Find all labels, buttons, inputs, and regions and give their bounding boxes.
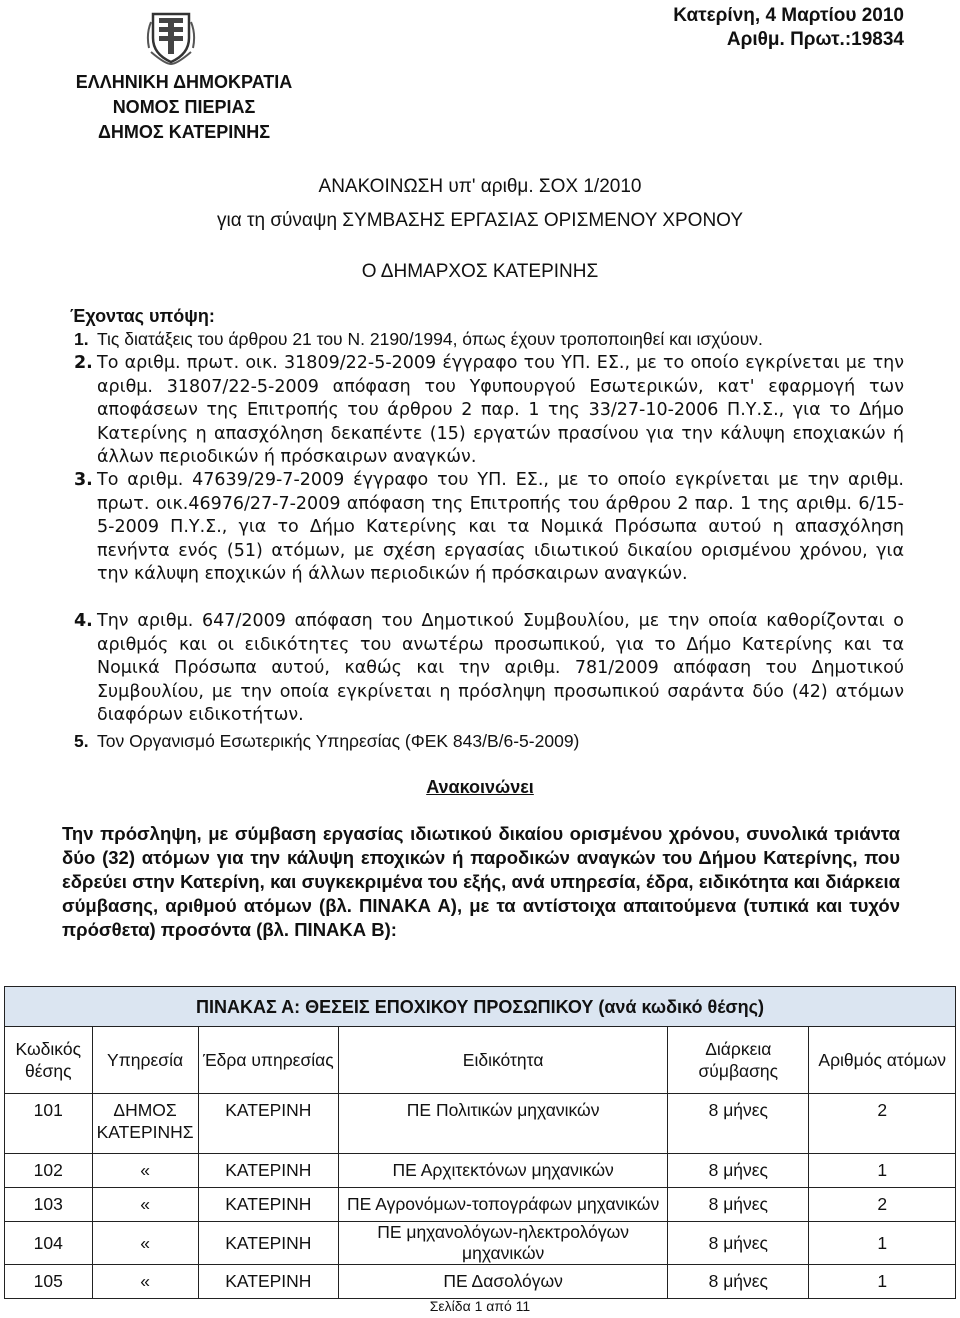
announcement-subtitle: για τη σύναψη ΣΥΜΒΑΣΗΣ ΕΡΓΑΣΙΑΣ ΟΡΙΣΜΕΝΟΥ ΧΡΟΝΟΥ: [216, 210, 744, 231]
list-item: [74, 469, 904, 587]
header-right: [673, 4, 904, 52]
authority-line: ΕΛΛΗΝΙΚΗ ΔΗΜΟΚΡΑΤΙΑ: [75, 72, 293, 92]
column-header: Έδρα υπηρεσίας: [198, 1027, 338, 1094]
table-cell: 103: [5, 1188, 93, 1222]
column-header: Κωδικός θέσης: [5, 1027, 93, 1094]
table-cell: 2: [809, 1094, 956, 1154]
column-header: Υπηρεσία: [92, 1027, 198, 1094]
table-cell: ΔΗΜΟΣ ΚΑΤΕΡΙΝΗΣ: [92, 1094, 198, 1154]
item-number: 3.: [74, 470, 93, 490]
issuing-authority: [70, 70, 298, 145]
table-cell: ΠΕ μηχανολόγων-ηλεκτρολόγων μηχανικών: [339, 1222, 668, 1265]
table-cell: ΠΕ Δασολόγων: [339, 1265, 668, 1299]
announces-heading: Ανακοινώνει: [426, 777, 534, 797]
table-cell: ΚΑΤΕΡΙΝΗ: [198, 1188, 338, 1222]
item-number: 5.: [74, 731, 89, 751]
list-item: [74, 352, 904, 470]
list-item: [74, 610, 904, 728]
page-footer: Σελίδα 1 από 11: [429, 1298, 531, 1314]
greek-coat-of-arms-icon: [145, 8, 197, 66]
table-cell: ΠΕ Αγρονόμων-τοπογράφων μηχανικών: [339, 1188, 668, 1222]
list-item: [74, 328, 904, 352]
column-header: Ειδικότητα: [339, 1027, 668, 1094]
table-cell: ΠΕ Πολιτικών μηχανικών: [339, 1094, 668, 1154]
table-row: [5, 1265, 956, 1299]
table-cell: «: [92, 1154, 198, 1188]
table-row: [5, 1222, 956, 1265]
table-cell: 101: [5, 1094, 93, 1154]
table-cell: 2: [809, 1188, 956, 1222]
table-cell: «: [92, 1265, 198, 1299]
table-cell: «: [92, 1222, 198, 1265]
item-number: 2.: [74, 353, 93, 373]
table-row: [5, 1154, 956, 1188]
main-paragraph: Την πρόσληψη, με σύμβαση εργασίας ιδιωτικού δικαίου ορισμένου χρόνου, συνολικά τριάντα δύο (32) ατόμων για την κάλυψη εποχικών ή παροδικών αναγκών του Δήμου Κατερίνης, που εδρεύει στην Κατερίνη, και συγκεκριμένα του εξής, ανά υπηρεσία, έδρα, ειδικότητα και διάρκεια σύμβασης, αριθμού ατόμων (βλ. ΠΙΝΑΚΑ Α), με τα αντίστοιχα απαιτούμενα (τυπικά και τυχόν πρόσθετα) προσόντα (βλ. ΠΙΝΑΚΑ Β):: [62, 823, 900, 940]
table-cell: 8 μήνες: [668, 1154, 809, 1188]
announcement-title: ΑΝΑΚΟΙΝΩΣΗ υπ' αριθμ. ΣΟΧ 1/2010: [318, 176, 642, 197]
item-text: Το αριθμ. 47639/29-7-2009 έγγραφο του ΥΠ. ΕΣ., με το οποίο εγκρίνεται με την αριθμ. πρωτ. οικ.46976/27-7-2009 απόφαση της Επιτροπής του άρθρου 2 παρ. 1 της αριθμ. 6/15-5-2009 Π.Υ.Σ., για το Δήμο Κατερίνης και τα Νομικά Πρόσωπα αυτού η απασχόληση πενήντα ενός (51) ατόμων, με σχέση εργασίας ιδιωτικού δικαίου ορισμένου χρόνου, για την κάλυψη εποχικών ή άλλων περιοδικών ή πρόσκαιρων αναγκών.: [97, 470, 904, 584]
considering-heading: Έχοντας υπόψη:: [70, 306, 215, 326]
table-cell: «: [92, 1188, 198, 1222]
table-cell: 8 μήνες: [668, 1094, 809, 1154]
item-text: Την αριθμ. 647/2009 απόφαση του Δημοτικού Συμβουλίου, με την οποία καθορίζονται ο αριθμός και οι ειδικότητες του ανωτέρω προσωπικού, για το Δήμο Κατερίνης και τα Νομικά Πρόσωπα αυτού, καθώς και την αριθμ. 781/2009 απόφαση του Δημοτικού Συμβουλίου, με την οποία εγκρίνεται η πρόσληψη προσωπικού σαράντα δύο (42) ατόμων διαφόρων ειδικοτήτων.: [97, 611, 904, 725]
positions-table: [4, 986, 956, 1299]
date-line: Κατερίνη, 4 Μαρτίου 2010: [673, 5, 904, 26]
list-item: [74, 730, 904, 754]
table-cell: 102: [5, 1154, 93, 1188]
authority-line: ΝΟΜΟΣ ΠΙΕΡΙΑΣ: [112, 97, 256, 117]
table-cell: 105: [5, 1265, 93, 1299]
table-cell: 8 μήνες: [668, 1222, 809, 1265]
table-cell: ΚΑΤΕΡΙΝΗ: [198, 1265, 338, 1299]
mayor-heading: Ο ΔΗΜΑΡΧΟΣ ΚΑΤΕΡΙΝΗΣ: [361, 261, 599, 282]
item-text: Το αριθμ. πρωτ. οικ. 31809/22-5-2009 έγγραφο του ΥΠ. ΕΣ., με το οποίο εγκρίνεται με την αριθμ. 31807/22-5-2009 απόφαση του Υφυπουργού Εσωτερικών, κατ' εφαρμογή των αποφάσεων της Επιτροπής του άρθρου 2 παρ. 1 της 33/27-10-2006 Π.Υ.Σ., για το Δήμο Κατερίνης η απασχόληση δεκαπέντε (15) εργατών πρασίνου για την κάλυψη εποχιακών ή άλλων περιοδικών ή πρόσκαιρων αναγκών.: [97, 353, 904, 467]
table-title-row: [5, 987, 956, 1027]
table-cell: 8 μήνες: [668, 1188, 809, 1222]
authority-line: ΔΗΜΟΣ ΚΑΤΕΡΙΝΗΣ: [97, 122, 271, 142]
column-header: Διάρκεια σύμβασης: [668, 1027, 809, 1094]
table-cell: 8 μήνες: [668, 1265, 809, 1299]
table-title: ΠΙΝΑΚΑΣ Α: ΘΕΣΕΙΣ ΕΠΟΧΙΚΟΥ ΠΡΟΣΩΠΙΚΟΥ (ανά κωδικό θέσης): [5, 987, 956, 1027]
table-row: [5, 1188, 956, 1222]
table-cell: ΠΕ Αρχιτεκτόνων μηχανικών: [339, 1154, 668, 1188]
table-header-row: [5, 1027, 956, 1094]
table-cell: ΚΑΤΕΡΙΝΗ: [198, 1094, 338, 1154]
item-text: Τον Οργανισμό Εσωτερικής Υπηρεσίας (ΦΕΚ 843/Β/6-5-2009): [97, 731, 580, 751]
table-cell: 104: [5, 1222, 93, 1265]
item-number: 1.: [74, 329, 89, 349]
table-cell: 1: [809, 1222, 956, 1265]
item-text: Τις διατάξεις του άρθρου 21 του Ν. 2190/1994, όπως έχουν τροποποιηθεί και ισχύουν.: [97, 329, 763, 349]
table-cell: 1: [809, 1154, 956, 1188]
item-number: 4.: [74, 611, 93, 631]
table-cell: 1: [809, 1265, 956, 1299]
table-row: [5, 1094, 956, 1154]
column-header: Αριθμός ατόμων: [809, 1027, 956, 1094]
table-cell: ΚΑΤΕΡΙΝΗ: [198, 1222, 338, 1265]
protocol-number: Αριθμ. Πρωτ.:19834: [726, 29, 904, 50]
table-cell: ΚΑΤΕΡΙΝΗ: [198, 1154, 338, 1188]
